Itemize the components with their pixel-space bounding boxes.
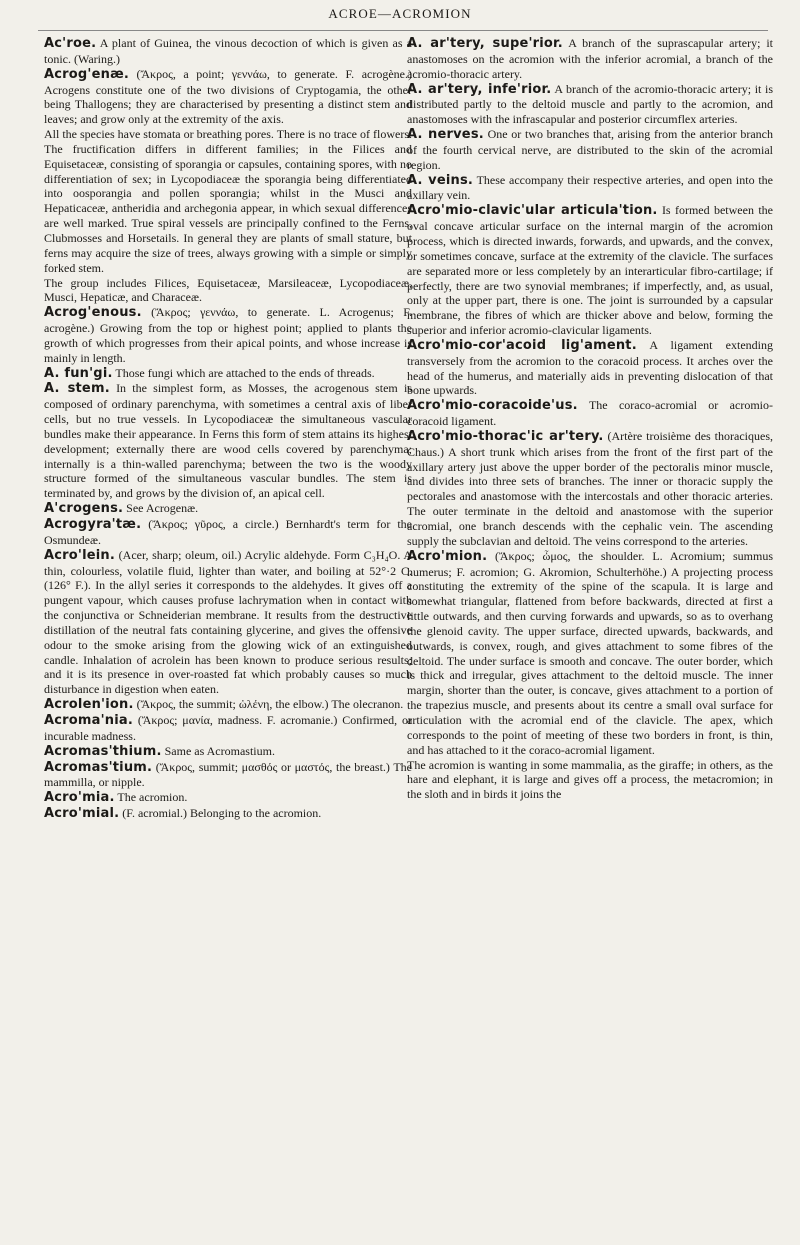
left-column bbox=[44, 36, 412, 822]
entry-text: The acromion is wanting in some mammalia, as the giraffe; in others, as the hare and elephant, it is large and gives off a process, the metacromion; in the sloth and in birds it joins the bbox=[407, 757, 773, 802]
dictionary-entry bbox=[407, 429, 773, 549]
entry-text: (Artère troisième des thoraciques, Chaus.) A short trunk which arises from the front of the first part of the axillary artery just above the upper border of the pectoralis minor muscle, and divides into three sets of branches. The inner or thoracic supply the pectorales and anastomose with the intercostals and other thoracic arteries. The outer terminate in the deltoid and anastomose with the superior acromial, one branch descends with the cephalic vein. The ascending supply the subclavian and deltoid. The veins correspond to the arteries. bbox=[407, 428, 773, 548]
dictionary-entry bbox=[44, 276, 412, 306]
entry-headword: Acro'mion. bbox=[407, 548, 488, 564]
dictionary-entry bbox=[44, 67, 412, 127]
entry-text: (F. acromial.) Belonging to the acromion. bbox=[119, 806, 322, 821]
entry-text: Those fungi which are attached to the ends of threads. bbox=[112, 365, 375, 380]
dictionary-entry bbox=[44, 806, 412, 822]
entry-text: A plant of Guinea, the vinous decoction of which is given as a tonic. (Waring.) bbox=[44, 36, 412, 66]
entry-headword: Acro'mia. bbox=[44, 790, 115, 806]
entry-headword: Acro'mial. bbox=[44, 806, 120, 822]
entry-text: (Ἄκρος; μανία, madness. F. acromanie.) Confirmed, or incurable madness. bbox=[44, 712, 412, 743]
entry-text: (Ἄκρος, a point; γεννάω, to generate. F. acrogène.) Acrogens constitute one of the two divisions of Cryptogamia, the other being Thallogens; they are characterised by presenting a distinct stem and leaves; and grow only at the extremity of the axis. bbox=[44, 66, 412, 127]
entry-headword: A. ar'tery, infe'rior. bbox=[407, 81, 552, 97]
entry-text: (Ἄκρος, the summit; ὠλένη, the elbow.) The olecranon. bbox=[133, 697, 404, 712]
right-column bbox=[407, 36, 773, 802]
dictionary-entry bbox=[407, 173, 773, 204]
entry-text: The coraco-acromial or acromio-coracoid ligament. bbox=[407, 398, 773, 429]
entry-text: See Acrogenæ. bbox=[123, 501, 199, 516]
dictionary-entry bbox=[44, 501, 412, 517]
entry-text: A branch of the acromio-thoracic artery; it is distributed partly to the deltoid muscle and partly to the acromion, and anastomoses with the infrascapular and posterior circumflex arteries. bbox=[407, 81, 773, 127]
entry-headword: Acromas'thium. bbox=[44, 743, 162, 759]
dictionary-entry bbox=[44, 517, 412, 548]
entry-headword: Acrog'enæ. bbox=[44, 66, 130, 82]
entry-headword: Acrolen'ion. bbox=[44, 697, 134, 713]
running-header: ACROE—ACROMION bbox=[328, 6, 472, 21]
entry-headword: A'crogens. bbox=[44, 501, 124, 517]
dictionary-entry bbox=[407, 36, 773, 82]
entry-text: (Ἄκρος; γῦρος, a circle.) Bernhardt's term for the Osmundeæ. bbox=[44, 517, 412, 547]
dictionary-entry bbox=[44, 760, 412, 791]
entry-text: A branch of the suprascapular artery; it anastomoses on the acromion with the inferior acromial, a branch of the acromio-thoracic artery. bbox=[407, 36, 773, 81]
dictionary-entry bbox=[44, 127, 412, 275]
entry-text: (Acer, sharp; oleum, oil.) Acrylic aldehyde. Form C₃H₄O. A thin, colourless, volatile fluid, lighter than water, and boiling at 52°·2 C. (126° F.). In the allyl series it corresponds to the aldehydes. It gives off a pungent vapour, which causes profuse lachrymation when in contact with the conjunctiva or Schneiderian membrane. It results from the destructive distillation of the neutral fats containing glycerine, and gives the offensive odour to the smoke arising from the glowing wick of an extinguished candle. Inhalation of acrolein has been known to produce serious results; and it is its presence in over-roasted fat which probably causes so much disturbance in digestion when eaten. bbox=[44, 547, 412, 697]
entry-text: Same as Acromastium. bbox=[161, 743, 275, 758]
dictionary-entry bbox=[44, 697, 412, 713]
entry-text: One or two branches that, arising from the anterior branch of the fourth cervical nerve, are distributed to the skin of the acromial region. bbox=[407, 127, 774, 172]
entry-text: (Ἄκρος; ὦμος, the shoulder. L. Acromium; summus humerus; F. acromion; G. Akromion, Schulterhöhe.) A projecting process constituting the extremity of the spine of the scapula. It is large and somewhat triangular, flattened from before backwards, directed at first a little outwards, and then curving forwards and upwards, so as to overhang the glenoid cavity. The upper surface, directed upwards, backwards, and outwards, is convex, rough, and gives attachment to some fibres of the deltoid. The under surface is smooth and concave. The outer border, which is thick and irregular, gives attachment to the deltoid muscle. The inner margin, shorter than the outer, is concave, gives attachment to a portion of the trapezius muscle, and presents about its centre a small oval surface for articulation with the acromial end of the clavicle. The apex, which corresponds to the point of meeting of these two borders in front, is thin, and has attached to it the coraco-acromial ligament. bbox=[407, 548, 773, 757]
entry-text: Is formed between the oval concave articular surface on the internal margin of the acromion process, which is directed inwards, forwards, and upwards, and the convex, or sometimes concave, surface at the extremity of the clavicle. The surfaces are separated more or less completely by an interarticular fibro-cartilage; if perfectly, there are two synovial membranes; if imperfectly, and, as usual, only at the upper part, there is one. The joint is surrounded by a capsular membrane, the fibres of which are thicker above and below, forming the superior and inferior acromio-clavicular ligaments. bbox=[407, 203, 773, 338]
entry-text: All the species have stomata or breathing pores. There is no trace of flowers. The fructification differs in different families; in the Filices and Equisetaceæ, consisting of sporangia or capsules, containing spores, with no differentiation of sex; in Lycopodiaceæ the sporangia being differentiated into oosporangia and pollen sporangia; whilst in the Musci and Hepaticaceæ, antheridia and archegonia appear, in which sexual differences are well marked. True spiral vessels are principally confined to the Ferns, Clubmosses and Horsetails. In general they are plants of small stature, but ferns may acquire the size of trees, always growing with a simple or simply forked stem. bbox=[44, 127, 412, 275]
entry-headword: Acroma'nia. bbox=[44, 712, 134, 728]
entry-headword: Acrog'enous. bbox=[44, 305, 142, 321]
dictionary-entry bbox=[44, 366, 412, 382]
dictionary-entry bbox=[407, 549, 773, 758]
entry-text: The group includes Filices, Equisetaceæ, Marsileaceæ, Lycopodiaceæ, Musci, Hepaticæ, and Characeæ. bbox=[44, 275, 412, 305]
entry-headword: A. fun'gi. bbox=[44, 365, 113, 381]
entry-headword: A. veins. bbox=[407, 172, 474, 188]
entry-headword: Acro'mio-clavic'ular articula'tion. bbox=[407, 203, 658, 219]
entry-headword: Acrogyra'tæ. bbox=[44, 517, 142, 532]
entry-headword: A. ar'tery, supe'rior. bbox=[407, 36, 563, 51]
dictionary-entry bbox=[407, 82, 773, 128]
entry-headword: Acro'mio-cor'acoid lig'ament. bbox=[407, 337, 637, 353]
dictionary-entry bbox=[44, 381, 412, 501]
dictionary-entry bbox=[407, 398, 773, 429]
entry-text: (Ἄκρος; γεννάω, to generate. L. Acrogenus; F. acrogène.) Growing from the top or highest point; applied to plants the growth of which progresses from their apical points, and whose increase is mainly in length. bbox=[44, 305, 412, 365]
entry-headword: A. stem. bbox=[44, 381, 110, 397]
entry-text: (Ἄκρος, summit; μασθός or μαστός, the breast.) The mammilla, or nipple. bbox=[44, 759, 412, 790]
entry-headword: Ac'roe. bbox=[44, 36, 97, 51]
dictionary-entry bbox=[407, 758, 773, 803]
entry-text: A ligament extending transversely from the acromion to the coracoid process. It arches over the head of the humerus, and materially aids in preventing dislocation of that bone upwards. bbox=[407, 337, 774, 398]
dictionary-entry bbox=[44, 36, 412, 67]
dictionary-entry bbox=[44, 548, 412, 697]
entry-text: In the simplest form, as Mosses, the acrogenous stem is composed of ordinary parenchyma, with sometimes a central axis of liber cells, but no true vessels. In Lycopodiaceæ the simultaneous vascular bundles make their appearance. In Ferns this form of stem attains its highest development; externally there are wood cells covered by parenchyma; internally is a thin-walled parenchyma; between the two is the woody structure formed of the simultaneous vascular bundles. The stem is terminated by, and grows by the division of, an apical cell. bbox=[44, 381, 412, 501]
entry-headword: Acro'mio-coracoide'us. bbox=[407, 398, 578, 414]
dictionary-entry bbox=[44, 790, 412, 806]
dictionary-entry bbox=[44, 713, 412, 744]
dictionary-entry bbox=[407, 338, 773, 398]
entry-text: The acromion. bbox=[114, 790, 188, 805]
dictionary-entry bbox=[44, 305, 412, 365]
entry-headword: A. nerves. bbox=[407, 127, 484, 143]
dictionary-entry bbox=[407, 203, 773, 338]
entry-headword: Acro'mio-thorac'ic ar'tery. bbox=[407, 428, 604, 444]
dictionary-entry bbox=[44, 744, 412, 760]
entry-headword: Acromas'tium. bbox=[44, 759, 153, 775]
entry-text: These accompany their respective arteries, and open into the axillary vein. bbox=[407, 172, 773, 203]
header-rule bbox=[38, 30, 768, 31]
dictionary-entry bbox=[407, 127, 773, 173]
entry-headword: Acro'lein. bbox=[44, 547, 116, 563]
